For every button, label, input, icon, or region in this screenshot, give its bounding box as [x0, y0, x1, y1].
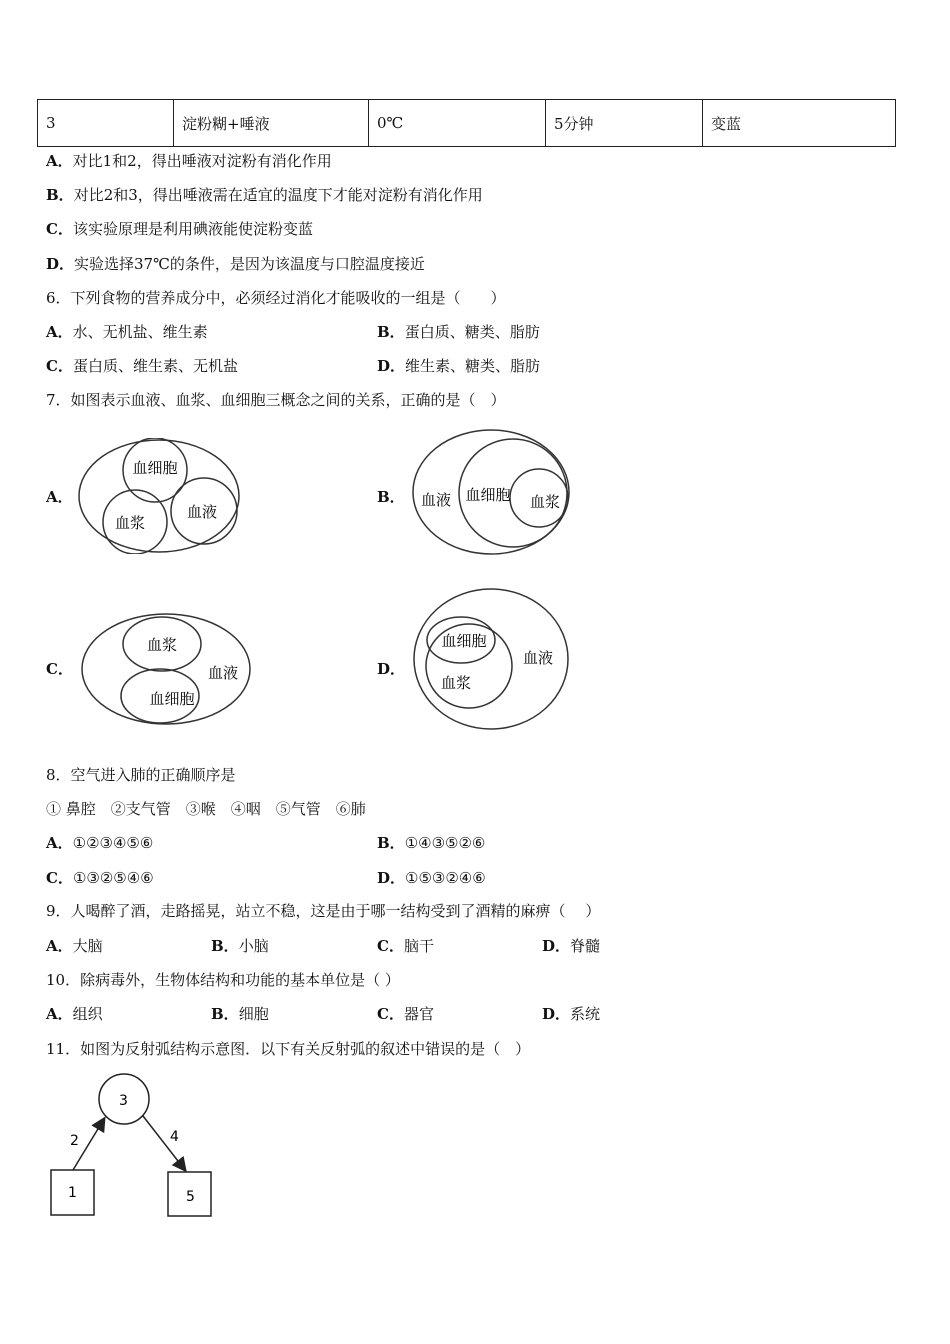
- q7-label-c: C．: [46, 660, 73, 678]
- q8-option-c: C．①③②⑤④⑥: [46, 869, 154, 887]
- q7-diagram-a: [78, 438, 243, 554]
- q7-label-d: D．: [377, 660, 406, 678]
- q11-stem: 11．如图为反射弧结构示意图．以下有关反射弧的叙述中错误的是（ ）: [46, 1040, 531, 1058]
- label-5: 5: [186, 1189, 195, 1205]
- q10-option-c: C．器官: [377, 1005, 434, 1023]
- q9-option-c: C．脑干: [377, 937, 434, 955]
- q7-diagram-d: [410, 586, 574, 738]
- term-blood: 血液: [522, 649, 554, 667]
- q6-option-c: C．蛋白质、维生素、无机盐: [46, 357, 238, 375]
- q9-option-b: B．小脑: [211, 937, 269, 955]
- q8-stem: 8．空气进入肺的正确顺序是: [46, 766, 236, 784]
- term-cells: 血细胞: [132, 459, 178, 477]
- q6-option-a: A．水、无机盐、维生素: [46, 323, 208, 341]
- label-1: 1: [68, 1185, 77, 1201]
- q8-option-d: D．①⑤③②④⑥: [377, 869, 486, 887]
- q5-option-b: B．对比2和3，得出唾液需在适宜的温度下才能对淀粉有消化作用: [46, 186, 483, 204]
- q7-label-a: A．: [46, 488, 73, 506]
- table-row: [38, 100, 896, 147]
- label-2: 2: [70, 1133, 79, 1149]
- q9-option-d: D．脊髓: [542, 937, 601, 955]
- term-blood: 血液: [420, 491, 452, 509]
- term-cells: 血细胞: [441, 632, 487, 650]
- q8-option-b: B．①④③⑤②⑥: [377, 834, 486, 852]
- q6-stem: 6．下列食物的营养成分中，必须经过消化才能吸收的一组是（ ）: [46, 289, 506, 307]
- q8-option-a: A．①②③④⑤⑥: [46, 834, 154, 852]
- term-cells: 血细胞: [149, 690, 195, 708]
- q6-option-d: D．维生素、糖类、脂肪: [377, 357, 541, 375]
- table-cell: 0℃: [369, 100, 546, 147]
- q10-option-b: B．细胞: [211, 1005, 269, 1023]
- experiment-table: [37, 99, 896, 147]
- q7-label-b: B．: [377, 488, 405, 506]
- term-blood: 血液: [186, 503, 218, 521]
- label-3: 3: [119, 1093, 128, 1109]
- q5-option-c: C．该实验原理是利用碘液能使淀粉变蓝: [46, 220, 313, 238]
- term-cells: 血细胞: [465, 486, 511, 504]
- term-plasma: 血浆: [114, 514, 146, 532]
- term-blood: 血液: [207, 664, 239, 682]
- reflex-arc-diagram: [45, 1068, 220, 1220]
- table-cell: 3: [38, 100, 174, 147]
- q7-diagram-b: [410, 428, 572, 558]
- q10-option-d: D．系统: [542, 1005, 601, 1023]
- q6-option-b: B．蛋白质、糖类、脂肪: [377, 323, 540, 341]
- term-plasma: 血浆: [440, 674, 472, 692]
- q7-stem: 7．如图表示血液、血浆、血细胞三概念之间的关系，正确的是（ ）: [46, 391, 506, 409]
- term-plasma: 血浆: [146, 636, 178, 654]
- table-cell: 变蓝: [703, 100, 896, 147]
- q5-option-a: A．对比1和2，得出唾液对淀粉有消化作用: [46, 152, 332, 170]
- q9-option-a: A．大脑: [46, 937, 103, 955]
- q10-option-a: A．组织: [46, 1005, 103, 1023]
- table-cell: 5分钟: [546, 100, 703, 147]
- q8-items: ① 鼻腔 ②支气管 ③喉 ④咽 ⑤气管 ⑥肺: [46, 800, 366, 818]
- term-plasma: 血浆: [529, 493, 561, 511]
- table-cell: 淀粉糊+唾液: [174, 100, 369, 147]
- q10-stem: 10．除病毒外，生物体结构和功能的基本单位是（ ）: [46, 971, 400, 989]
- q9-stem: 9．人喝醉了酒，走路摇晃，站立不稳，这是由于哪一结构受到了酒精的麻痹（ ）: [46, 902, 601, 920]
- q5-option-d: D．实验选择37℃的条件，是因为该温度与口腔温度接近: [46, 255, 425, 273]
- label-4: 4: [170, 1129, 179, 1145]
- q7-diagram-c: [80, 612, 255, 726]
